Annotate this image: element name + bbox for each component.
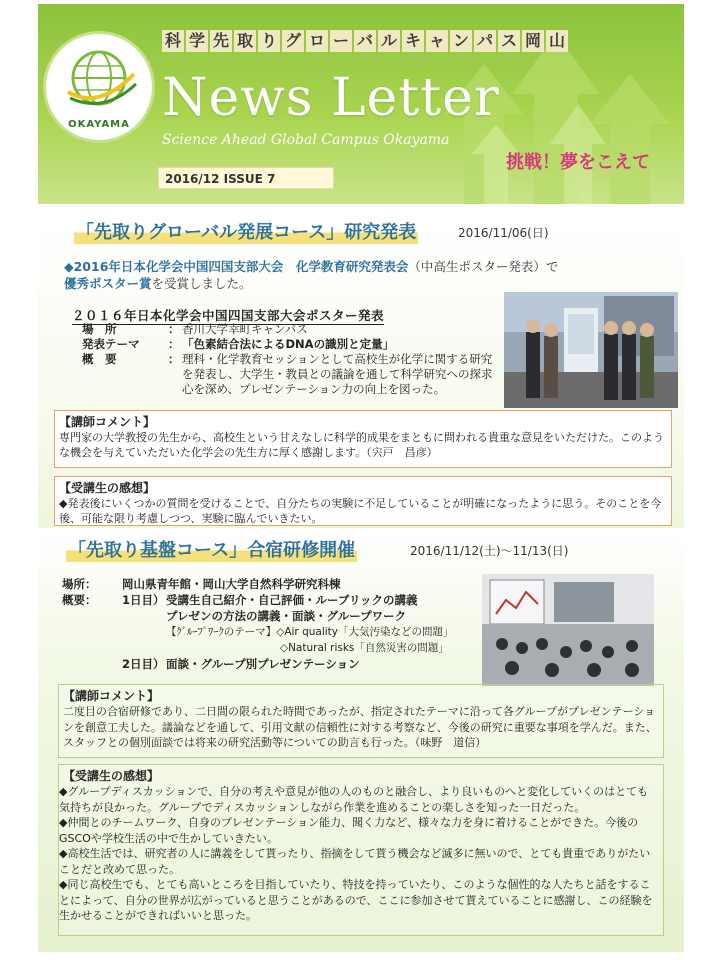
okayama-logo [46,34,152,140]
section-research-presentation [38,214,684,528]
camp-key: 概要： [62,593,97,607]
box-title: 【講師コメント】 [63,689,160,703]
lecture-room-photo [482,574,654,686]
camp-key: 場所： [62,577,97,591]
impression-item: ◆仲間とのチームワーク、自身のプレゼンテーション能力、聞く力など、様々な力を身に着けることができた。今後のGSCOや学校生活の中で生かしていきたい。 [59,816,639,845]
motto-text: 挑戦！夢をこえて [506,152,650,173]
title-char: 学 [186,30,208,52]
title-char: ル [378,30,400,52]
title-char: 取 [234,30,256,52]
section-heading: 「先取り基盤コース」合宿研修開催 [66,536,357,562]
title-char: グ [282,30,304,52]
info-sep: ： [168,337,180,351]
info-sep: ： [168,322,180,336]
info-value: 「色素結合法によるDNAの識別と定量」 [182,337,395,351]
newsletter-subtitle: Science Ahead Global Campus Okayama [162,132,450,148]
camp-row [62,592,482,608]
camp-value: 受講生自己紹介・自己評価・ルーブリックの講義 [166,593,418,607]
box-title: 【講師コメント】 [59,415,156,429]
lecturer-comment-box [58,684,664,758]
group-work-theme: 【ｸﾞﾙｰﾌﾟﾜｰｸのテーマ】◇Air quality「大気汚染などの問題」 [166,626,454,638]
award-announcement [64,258,664,292]
title-char: 山 [546,30,568,52]
title-char: ロ [306,30,328,52]
title-char: パ [474,30,496,52]
award-result: を受賞しました。 [151,276,252,291]
camp-day: 2日目） [122,657,165,671]
title-char: ス [498,30,520,52]
section-date: 2016/11/12(土)～11/13(日) [410,544,569,558]
section-heading: 「先取りグローバル発展コース」研究発表 [74,218,418,244]
title-char: 科 [162,30,184,52]
title-char: キ [402,30,424,52]
title-char: り [258,30,280,52]
title-char: ン [450,30,472,52]
box-body: 専門家の大学教授の先生から、高校生という甘えなしに科学的成果をまともに問われる貴重な意見をいただけた。このような機会を与えていただいた化学会の先生方に厚く感謝します。（宍戸 昌彦） [59,431,664,459]
camp-details [62,576,482,672]
group-work-theme: ◇Natural risks「自然災害の問題」 [280,642,449,654]
section-training-camp [38,532,684,952]
box-title: 【受講生の感想】 [63,769,160,783]
impression-item: ◆高校生活では、研究者の人に講義をして貰ったり、指摘をして貰う機会など滅多に無いので、とても貴重でありがたいことだと改めて思った。 [59,847,651,876]
camp-value: 面談・グループ別プレゼンテーション [166,657,360,671]
box-title: 【受講生の感想】 [59,481,156,495]
student-impressions-box [54,476,672,526]
title-char: ー [330,30,352,52]
info-value: 香川大学幸町キャンパス [182,322,308,336]
title-japanese [162,30,568,52]
award-event: ◆2016年日本化学会中国四国支部大会 化学教育研究発表会 [64,259,409,274]
info-row [82,352,502,397]
camp-value: プレゼンの方法の講義・面談・グループワーク [166,609,407,623]
award-event-detail: （中高生ポスター発表）で [408,259,559,274]
award-name: 優秀ポスター賞 [64,276,152,291]
presentation-info [82,322,502,397]
info-sep: ： [168,352,180,366]
lecturer-comment-box [54,410,672,468]
info-row [82,337,502,352]
camp-day: 1日目） [122,593,165,607]
info-key: 発表テーマ [82,337,140,351]
camp-row [62,576,482,592]
student-impressions-box [58,764,664,936]
box-body: 二度目の合宿研修であり、二日間の限られた時間であったが、指定されたテーマに沿って各グループがプレゼンテーションを創意工夫した。議論などを通して、引用文献の信頼性に対する考察など、今後の研究に重要な事項を学んだ。また、スタッフとの個別面談では将来の研究活動等についての助言も行った。（味野 道信） [63,705,657,749]
impression-item: ◆グループディスカッションで、自分の考えや意見が他の人のものと融合し、より良いものへと変化していくのはとても気持ちが良かった。グループでディスカッションしながら作業を進めることの楽しさを知った一日だった。 [59,785,649,814]
camp-row [62,656,482,672]
info-value: 理科・化学教育セッションとして高校生が化学に関する研究を発表し、大学生・教員との議論を通して科学研究への探求心を深め、プレゼンテーション力の向上を図った。 [182,352,493,396]
issue-label: 2016/12 ISSUE 7 [158,167,334,189]
poster-title: ２０１６年日本化学会中国四国支部大会ポスター発表 [72,308,385,323]
camp-value: 岡山県青年館・岡山大学自然科学研究科棟 [122,577,341,591]
title-char: ャ [426,30,448,52]
poster-presentation-photo [504,292,678,408]
info-key: 概 要 [82,352,117,366]
impression-item: ◆同じ高校生でも、とても高いところを目指していたり、特技を持っていたり、このような個性的な人たちと話をすることによって、自分の世界が広がっていると思うことがあるので、ここに参加させて貰えていることに感謝し、この経験を生かせることができればいいと思った。 [59,878,653,922]
title-char: バ [354,30,376,52]
title-char: 先 [210,30,232,52]
section-date: 2016/11/06(日) [458,226,549,240]
box-body: ◆発表後にいくつかの質問を受けることで、自分たちの実験に不足していることが明確になったように思う。そのことを今後、可能な限り考慮しつつ、実験に臨んでいきたい。 [59,497,662,525]
title-char: 岡 [522,30,544,52]
info-row [82,322,502,337]
logo-label: OKAYAMA [68,119,130,130]
newsletter-header [38,4,684,204]
camp-row [62,608,482,624]
info-key: 場 所 [82,322,117,336]
newsletter-title: News Letter [162,68,500,128]
